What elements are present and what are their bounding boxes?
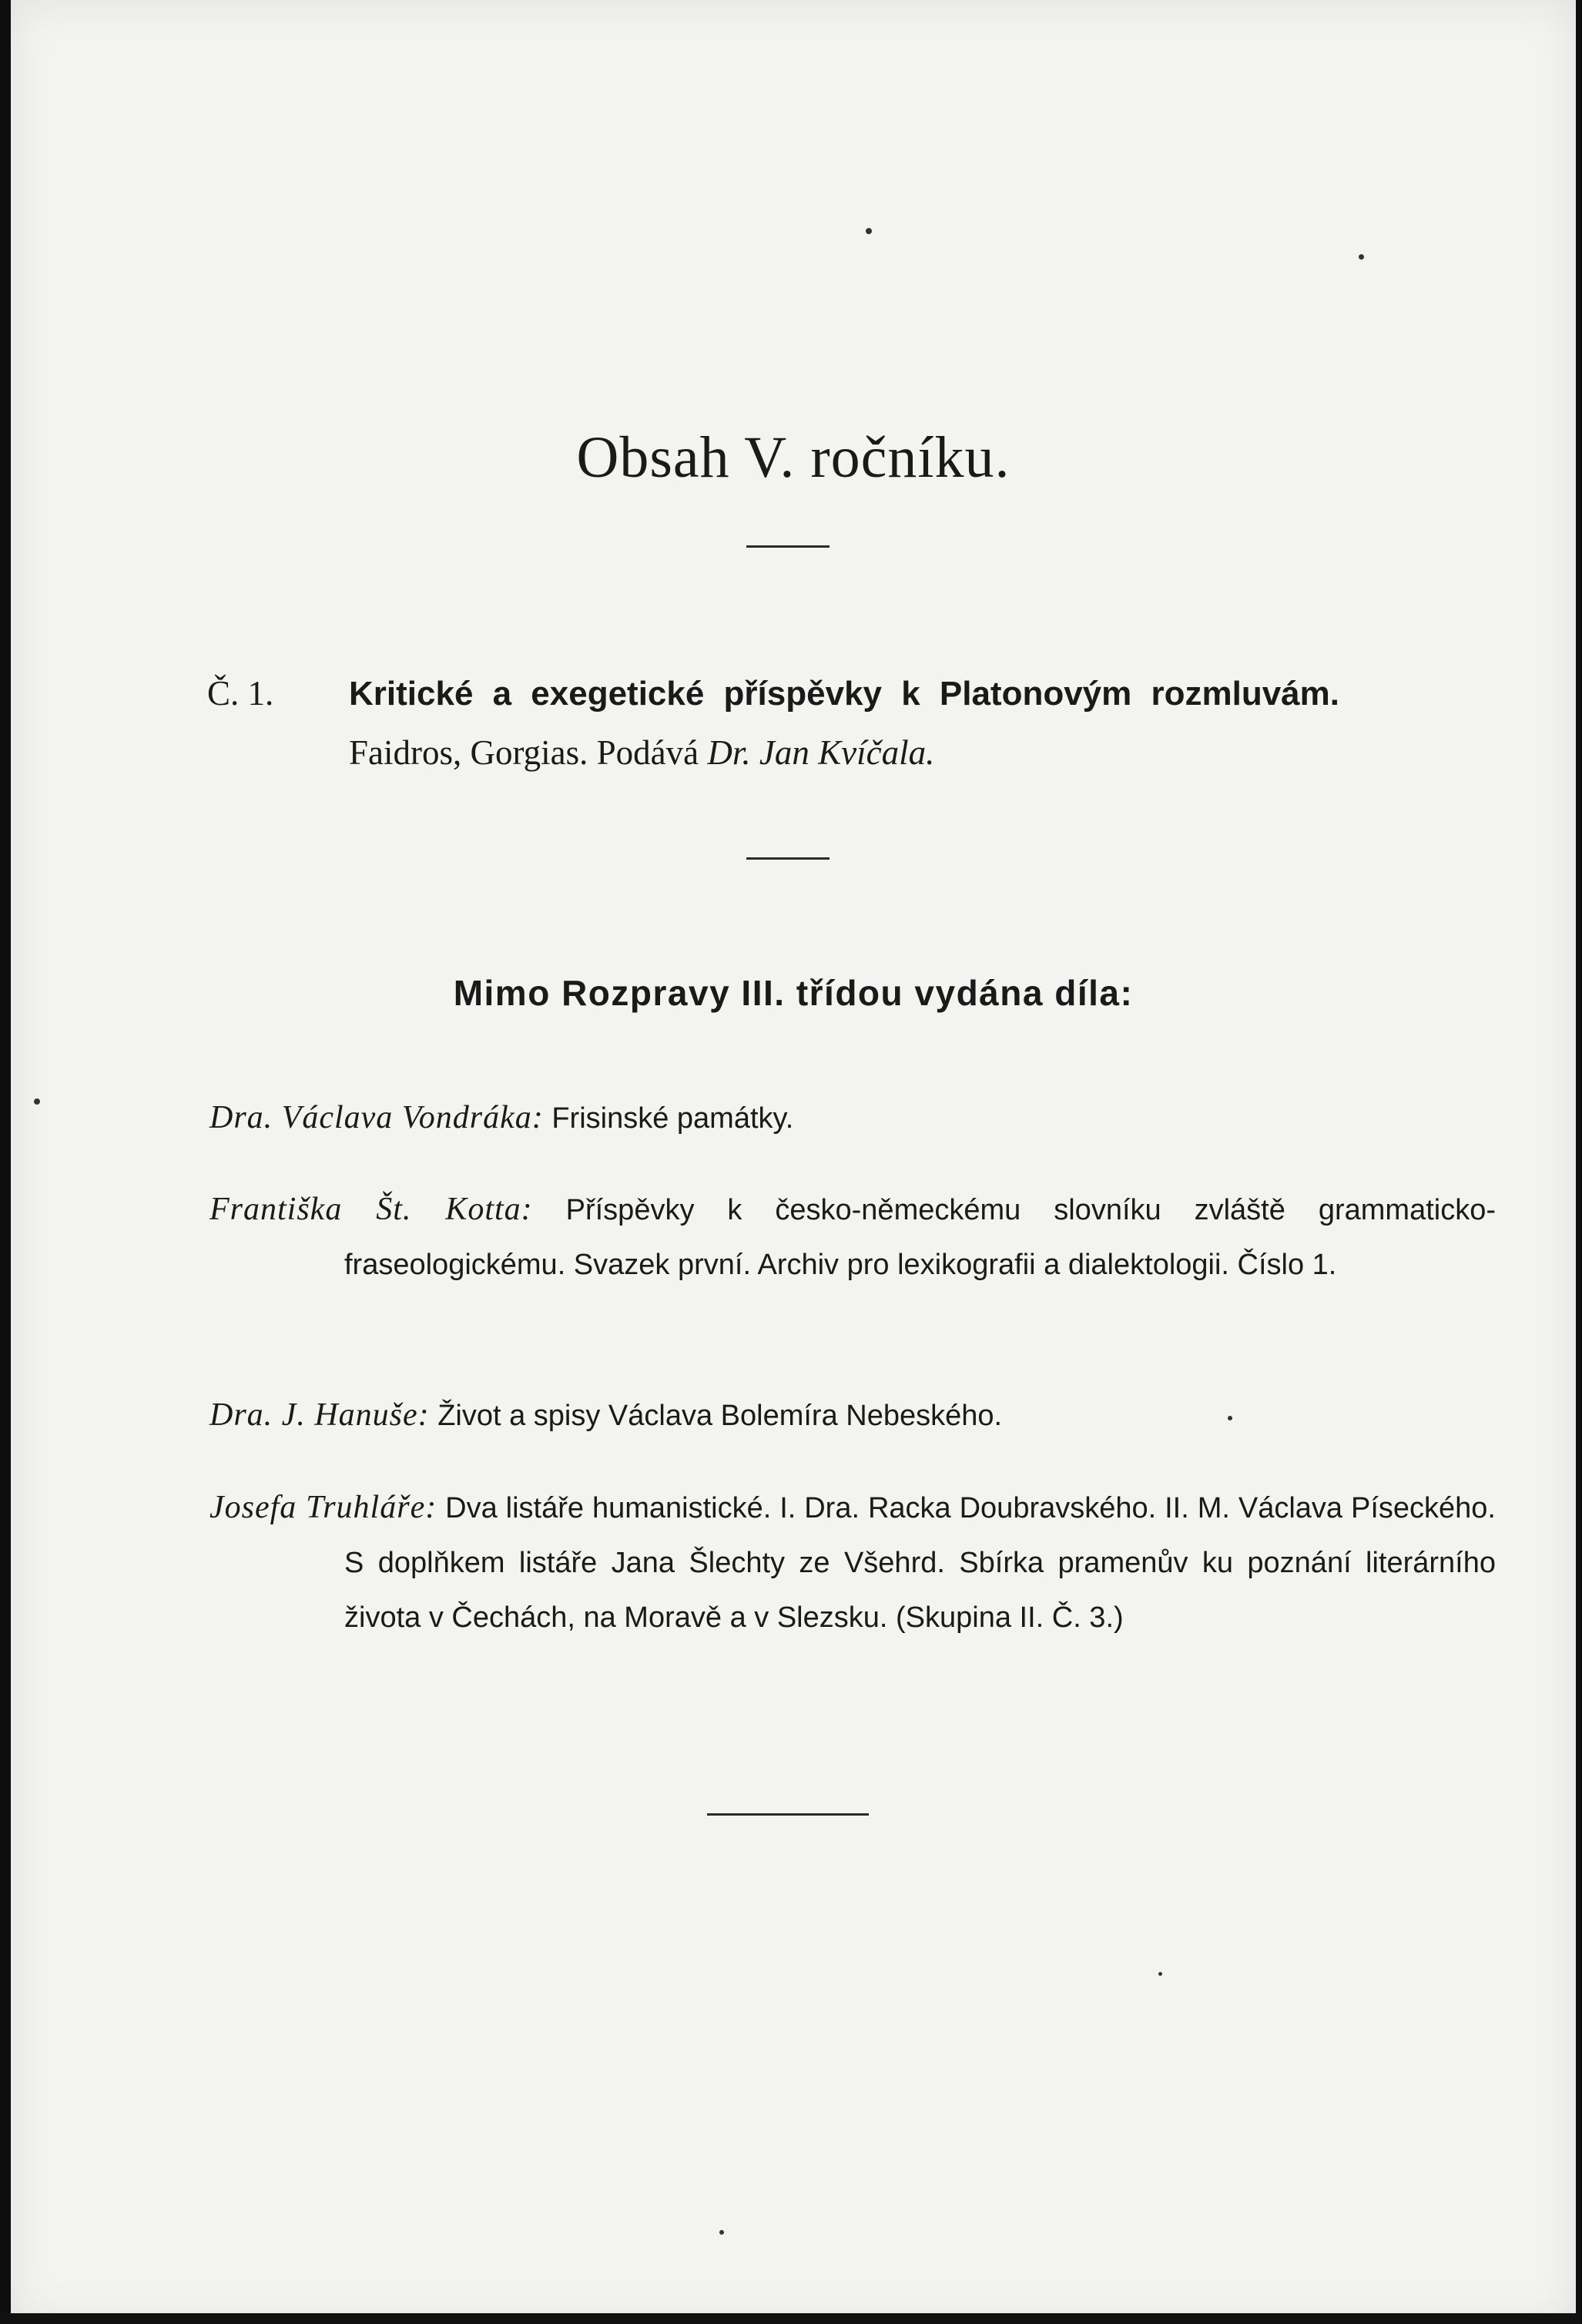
work-entry [209,1388,1496,1444]
work-author: Františka Št. Kotta: [209,1192,533,1227]
work-title: Život a spisy Václava Bolemíra Nebeského. [437,1400,1003,1432]
document-page [11,0,1576,2324]
issue-number: Č. 1. [207,674,274,713]
scan-speck [1228,1416,1232,1420]
issue-title: Kritické a exegetické příspěvky k Platonovým rozmluvám. [349,675,1339,713]
scan-edge-right [1576,0,1582,2324]
work-title: Frisinské památky. [551,1102,794,1135]
issue-description [349,664,1339,782]
divider-rule [746,857,830,860]
scan-edge-bottom [0,2313,1582,2324]
scan-edge-left [0,0,11,2324]
work-author: Dra. J. Hanuše: [209,1397,430,1433]
work-entry [209,1182,1496,1293]
work-title: Dva listáře humanistické. I. Dra. Racka Doubravského. II. M. Václava Píseckého. S doplňkem listáře Jana Šlechty ze Všehrd. Sbírka pramenův ku poznání literárního života v Čechách, na Moravě a v Slezsku. (Skupina II. Č. 3.) [344,1492,1496,1634]
issue-entry [207,664,1339,782]
scan-speck [866,228,872,234]
page-title: Obsah V. ročníku. [576,424,1011,490]
work-entry [209,1091,1496,1146]
scan-speck [1359,254,1364,260]
work-title: Příspěvky k česko-německému slovníku zvláště grammaticko-fraseologickému. Svazek první. Archiv pro lexikografii a dialektologii. Číslo 1. [344,1194,1496,1281]
scan-speck [1158,1972,1162,1976]
work-author: Dra. Václava Vondráka: [209,1100,544,1135]
end-rule [707,1813,869,1816]
divider-rule [746,545,830,548]
scan-speck [34,1098,40,1105]
work-author: Josefa Truhláře: [209,1490,437,1525]
work-entry [209,1481,1496,1645]
section-heading: Mimo Rozpravy III. třídou vydána díla: [453,973,1134,1013]
issue-subtitle: Faidros, Gorgias. Podává [349,733,699,772]
scan-speck [719,2230,724,2235]
issue-author: Dr. Jan Kvíčala. [707,733,935,772]
